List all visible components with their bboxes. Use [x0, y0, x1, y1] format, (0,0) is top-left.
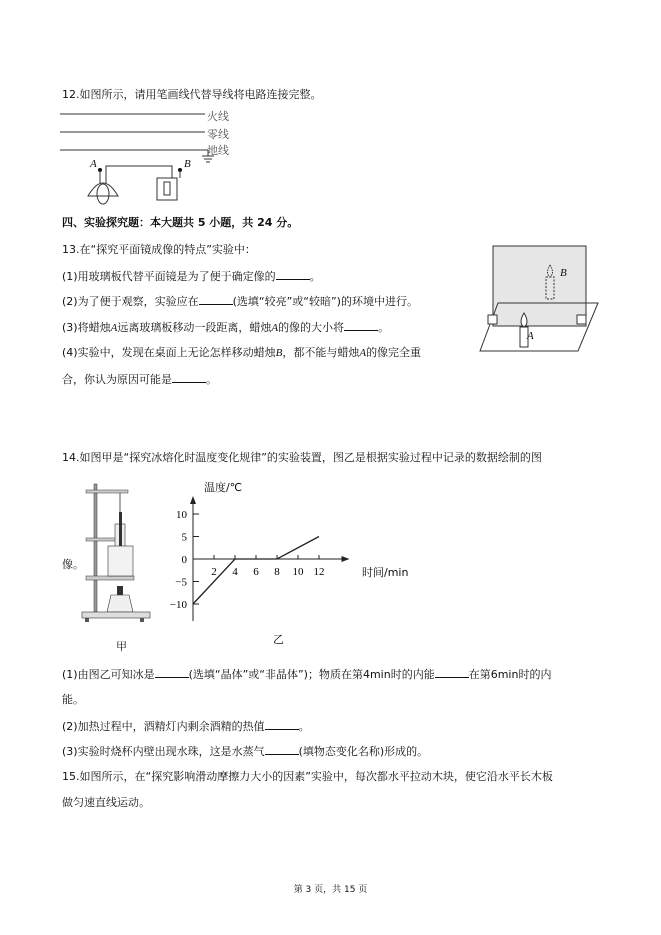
section-title: 四、实验探究题：本大题共 5 小题，共 24 分。: [62, 216, 299, 229]
x-tick-label: 12: [313, 566, 325, 578]
text: (选填“较亮”或“较暗”)的环境中进行。: [232, 295, 418, 308]
q15-line2: 做匀速直线运动。: [62, 796, 150, 809]
candle-a-ref: A: [110, 322, 118, 334]
answer-blank[interactable]: [265, 744, 299, 755]
wire-label-live: 火线: [207, 110, 229, 123]
candle-b-ref: B: [275, 347, 283, 359]
answer-blank[interactable]: [265, 719, 299, 730]
chart-x-label: 时间/min: [362, 566, 409, 579]
text: ，都不能与蜡烛: [282, 346, 360, 359]
candle-b-label: B: [560, 267, 567, 279]
y-tick-label: −5: [175, 576, 187, 589]
q14-title-cont: 像。: [62, 558, 84, 571]
text: 的像的大小将: [278, 321, 345, 334]
candle-a-ref: A: [271, 322, 279, 334]
text: (1)用玻璃板代替平面镜是为了便于确定像的: [62, 270, 276, 283]
y-tick-label: −10: [169, 599, 187, 611]
candle-a-label: A: [527, 330, 534, 342]
x-tick-label: 4: [232, 566, 238, 578]
figure-b-label: 乙: [273, 633, 284, 646]
text: 。: [298, 720, 310, 733]
x-tick-label: 2: [211, 566, 217, 578]
text: 。: [309, 270, 321, 283]
y-tick-label: 10: [176, 509, 187, 521]
q13-title: 13.在“探究平面镜成像的特点”实验中：: [62, 243, 256, 256]
x-axis-arrow: [342, 556, 350, 562]
q14-title: 14.如图甲是“探究冰熔化时温度变化规律”的实验装置，图乙是根据实验过程中记录的数据绘制的图: [62, 451, 542, 464]
point-b-label: B: [184, 158, 191, 170]
text: (2)加热过程中，酒精灯内剩余酒精的热值: [62, 720, 265, 733]
text: (1)由图乙可知冰是: [62, 668, 155, 681]
y-tick-label: 0: [181, 554, 187, 566]
text: 合，你认为原因可能是: [62, 373, 172, 386]
wire-label-neutral: 零线: [207, 128, 229, 141]
y-axis-arrow: [190, 496, 196, 504]
text: 在第6min时的内: [468, 668, 552, 681]
point-a-label: A: [90, 158, 97, 170]
q14-part2: [62, 719, 310, 734]
text: (3)将蜡烛: [62, 321, 111, 334]
wire-label-ground: 地线: [207, 144, 229, 157]
y-tick-label: 5: [181, 531, 187, 544]
text: (3)实验时烧杯内壁出现水珠，这是水蒸气: [62, 745, 265, 758]
chart-y-label: 温度/℃: [204, 481, 243, 494]
text: (4)实验中，发现在桌面上无论怎样移动蜡烛: [62, 346, 276, 359]
text: 的像完全重: [366, 346, 422, 359]
text: (选填“晶体”或“非晶体”)；物质在第4min时的内能: [188, 668, 435, 681]
q12-title: 12.如图所示，请用笔画线代替导线将电路连接完整。: [62, 88, 322, 101]
candle-a-ref: A: [359, 347, 367, 359]
x-tick-label: 8: [274, 566, 280, 578]
text: 。: [378, 321, 390, 334]
q14-part1: [62, 667, 551, 682]
text: 。: [206, 373, 217, 386]
text: 远离玻璃板移动一段距离，蜡烛: [117, 321, 272, 334]
text: (2)为了便于观察，实验应在: [62, 295, 199, 308]
x-tick-label: 6: [253, 566, 259, 578]
text: (填物态变化名称)形成的。: [298, 745, 429, 758]
page-footer: 第 3 页，共 15 页: [293, 885, 368, 895]
q14-part3: [62, 744, 428, 759]
figure-a-label: 甲: [116, 640, 127, 653]
answer-blank[interactable]: [155, 667, 189, 678]
x-tick-label: 10: [292, 566, 304, 578]
q14-part1-cont: 能。: [62, 693, 84, 706]
q15-line1: 15.如图所示，在“探究影响滑动摩擦力大小的因素”实验中，每次都水平拉动木块，使它沿水平长木板: [62, 770, 553, 783]
answer-blank[interactable]: [435, 667, 469, 678]
